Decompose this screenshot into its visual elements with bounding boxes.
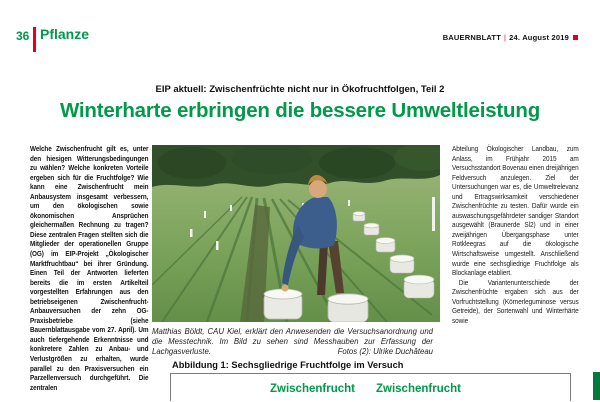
- right-column-paragraph-1: Abteilung Ökologischer Landbau, zum Anlass, im Frühjahr 2015 am Versuchsstandort Bovenau einen dreijährigen Feldversuch anzulegen. Ziel der Untersuchungen war es, die Umweltrelevanz und Ertragswirksamkeit verschiedener Zwischenfrüchte zu testen. Dafür wurde ein auswaschungsgefährdeter sandiger Standort ausgewählt (Braunerde Sl2) und in einer zweijährigen Übergangsphase unter Rotkleegras auf die ökologische Wirtschaftsweise umgestellt. Anschließend wurde eine sechsgliedrige Fruchtfolge als Blockanlage etabliert.: [452, 144, 579, 278]
- figure-label: Abbildung 1: Sechsgliedrige Fruchtfolge im Versuch: [172, 360, 404, 370]
- figure-item-zwischenfrucht-2: Zwischenfrucht: [376, 383, 461, 395]
- left-text-column: Welche Zwischenfrucht gilt es, unter den hiesigen Witterungsbedingungen zu wählen? Welche konkreten Vorteile ergeben sich für die Fruchtfolge? Wie kann eine Zwischenfrucht mein Anbausystem insgesamt verbessern, um den ökologischen sowie ökonomischen Ansprüchen gleichermaßen Rechnung zu tragen? Diese zentralen Fragen stellten sich die Mitglieder der operationellen Gruppe (OG) im EIP-Projekt „Ökologischer Marktfruchtbau“ bei ihrer Gründung. Einen Teil der Antworten lieferten bereits die im ersten Artikelteil vorgestellten Erfahrungen aus den betriebseigenen Zwischenfrucht-Anbauversuchen der zehn OG-Praxisbetriebe (siehe Bauernblattausgabe vom 27. April). Um auch tiefergehende Erkenntnisse und konkretere Zahlen zu Anbau- und Verlustgrößen zu erhalten, wurde parallel zu den Praxisversuchen ein Parzellenversuch durchgeführt. Die zentralen: [30, 144, 149, 392]
- masthead-title: BAUERNBLATT: [442, 33, 501, 42]
- article-kicker: EIP aktuell: Zwischenfrüchte nicht nur in Ökofruchtfolgen, Teil 2: [155, 84, 445, 95]
- masthead: [443, 33, 578, 42]
- red-corner-square: [573, 35, 578, 40]
- photo-credit: Fotos (2): Ulrike Duchâteau: [334, 347, 433, 357]
- masthead-separator: |: [504, 33, 507, 42]
- photo-caption: [152, 327, 433, 357]
- red-divider-rule: [33, 27, 36, 52]
- figure-box: [170, 373, 571, 401]
- section-label: Pflanze: [40, 26, 90, 42]
- photo-caption-text: Matthias Böldt, CAU Kiel, erklärt den Anwesenden die Versuchsanordnung und die Messtechnik. Im Bild zu sehen sind Messhauben zur Erfassung der Lachgasverluste.: [152, 327, 433, 356]
- page-corner-mark: [593, 372, 600, 400]
- page-number: 36: [16, 29, 30, 43]
- article-photo: [152, 145, 440, 322]
- figure-item-zwischenfrucht-1: Zwischenfrucht: [270, 383, 355, 395]
- right-text-column: [452, 144, 579, 356]
- issue-date: 24. August 2019: [509, 33, 569, 42]
- right-column-paragraph-2: Die Variantenunterschiede der Zwischenfrüchte ergaben sich aus der Vorfruchtstellung (Körnerleguminose versus Getreide), der Sortenwahl und Winterhärte sowie: [452, 277, 579, 325]
- article-headline: Winterharte erbringen die bessere Umweltleistung: [59, 99, 541, 122]
